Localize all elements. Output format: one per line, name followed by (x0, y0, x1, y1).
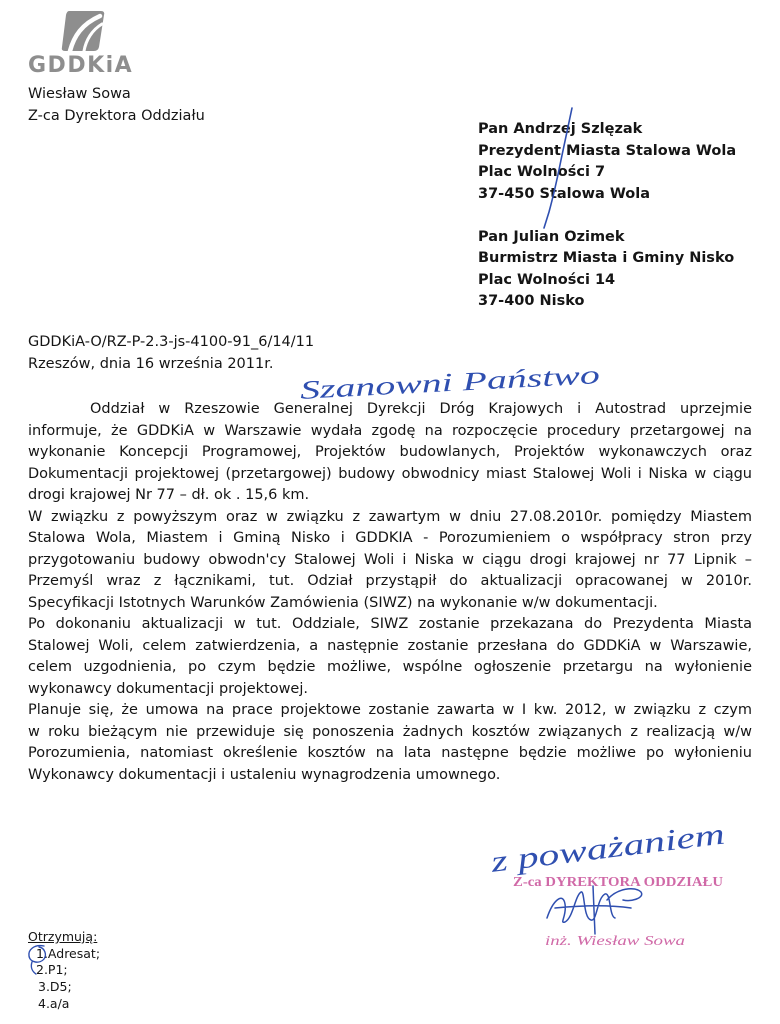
body-line: przygotowaniu budowy obwodn'cy Stalowej Woli i Niska w ciągu drogi krajowej nr 77 Lipnik – (28, 551, 752, 568)
sender-block (28, 84, 205, 127)
recipient-position: Burmistrz Miasta i Gminy Nisko (478, 250, 735, 266)
body-line: Porozumienia, natomiast określenie kosztów na lata następne będzie możliwe po wyłonieniu (28, 745, 752, 761)
date-line: Rzeszów, dnia 16 września 2011r. (28, 355, 274, 372)
body-paragraph (28, 700, 752, 786)
body-line: Wykonawcy dokumentacji i ustaleniu wynagrodzenia umownego. (28, 766, 501, 783)
body-line: Specyfikacji Istotnych Warunków Zamówienia (SIWZ) na wykonanie w/w dokumentacji. (28, 594, 658, 611)
distribution-item: 4.a/a (38, 995, 70, 1011)
body-line: drogi krajowej Nr 77 – dł. ok . 15,6 km. (28, 487, 310, 503)
closing-text: z poważaniem (489, 825, 662, 879)
body-line: Przemyśl wraz z łącznikami, tut. Odział przystąpił do aktualizacji opracowanej w 2010r. (28, 573, 752, 589)
body-line: Po dokonaniu aktualizacji w tut. Oddziale, SIWZ zostanie przekazana do Prezydenta Miasta (28, 616, 752, 632)
body-line: Planuje się, że umowa na prace projektowe zostanie zawarta w I kw. 2012, w związku z czym (28, 702, 752, 718)
recipient-street: Plac Wolności 14 (478, 271, 616, 288)
distribution-item: 3.D5; (38, 979, 72, 995)
spacer (478, 205, 736, 227)
recipient-street: Plac Wolności 7 (478, 164, 606, 180)
recipient-position: Prezydent Miasta Stalowa Wola (478, 142, 737, 159)
reference-block (28, 332, 314, 375)
pen-strike-line (535, 100, 580, 235)
handwritten-salutation (290, 355, 620, 405)
recipient-name: Pan Julian Ozimek (478, 228, 625, 245)
body-line: Dokumentacji projektowej (przetargowej) budowy obwodnicy miast Stalowej Woli i Niska w ciągu (28, 465, 752, 482)
letterhead (24, 6, 144, 80)
logo-wordmark: GDDKiA (28, 53, 134, 78)
recipient-address (478, 119, 736, 205)
pen-circle-mark (24, 942, 54, 982)
gddkia-logo-icon (60, 10, 106, 52)
recipient-city: 37-450 Stalowa Wola (478, 185, 651, 202)
body-line: wykonanie Koncepcji Programowej, Projektów budowlanych, Projektów wykonawczych oraz (28, 444, 752, 460)
body-line: Oddział w Rzeszowie Generalnej Dyrekcji Dróg Krajowych i Autostrad uprzejmie (90, 401, 752, 417)
body-line: Stalowej Woli, celem zatwierdzenia, a następnie zostanie przesłana do GDDKiA w Warszawie, (28, 637, 752, 654)
body-paragraph (28, 614, 752, 700)
recipients-block (478, 119, 736, 313)
body-paragraph (28, 399, 752, 507)
recipient-name: Pan Andrzej Szlęzak (478, 121, 643, 137)
distribution-heading: Otrzymują: (28, 929, 98, 944)
recipient-city: 37-400 Nisko (478, 293, 585, 309)
official-stamp-name (540, 930, 690, 952)
stamp-title-text: Z-ca DYREKTORA ODDZIAŁU (513, 875, 723, 890)
sender-name: Wiesław Sowa (28, 86, 131, 102)
body-line: W związku z powyższym oraz w związku z zawartym w dniu 27.08.2010r. pomiędzy Miastem (28, 508, 752, 525)
distribution-item: 1.Adresat; (36, 945, 101, 961)
recipient-address (478, 227, 736, 313)
body-line: informuje, że GDDKiA w Warszawie wydała zgodę na rozpoczęcie procedury przetargowej na (28, 422, 752, 439)
salutation-text: Szanowni Państwo (299, 365, 497, 405)
body-line: w roku bieżącym nie przewiduje się ponoszenia żadnych kosztów związanych z realizacją w/w (28, 723, 752, 740)
body-line: celem uzgodnienia, po czym będzie możliwe, wspólne ogłoszenie przetargu na wyłonienie (28, 659, 752, 675)
body-paragraph (28, 507, 752, 615)
letter-body (28, 399, 752, 786)
body-line: Stalowa Wola, Miastem i Gminą Nisko i GDDKIA - Porozumieniem o współpracy stron przy (28, 530, 752, 546)
sender-title: Z-ca Dyrektora Oddziału (28, 107, 205, 124)
stamp-name-text: inż. Wiesław Sowa (545, 934, 685, 949)
reference-number: GDDKiA-O/RZ-P-2.3-js-4100-91_6/14/11 (28, 334, 315, 350)
body-line: wykonawcy dokumentacji projektowej. (28, 680, 308, 697)
distribution-item: 2.P1; (36, 962, 68, 978)
